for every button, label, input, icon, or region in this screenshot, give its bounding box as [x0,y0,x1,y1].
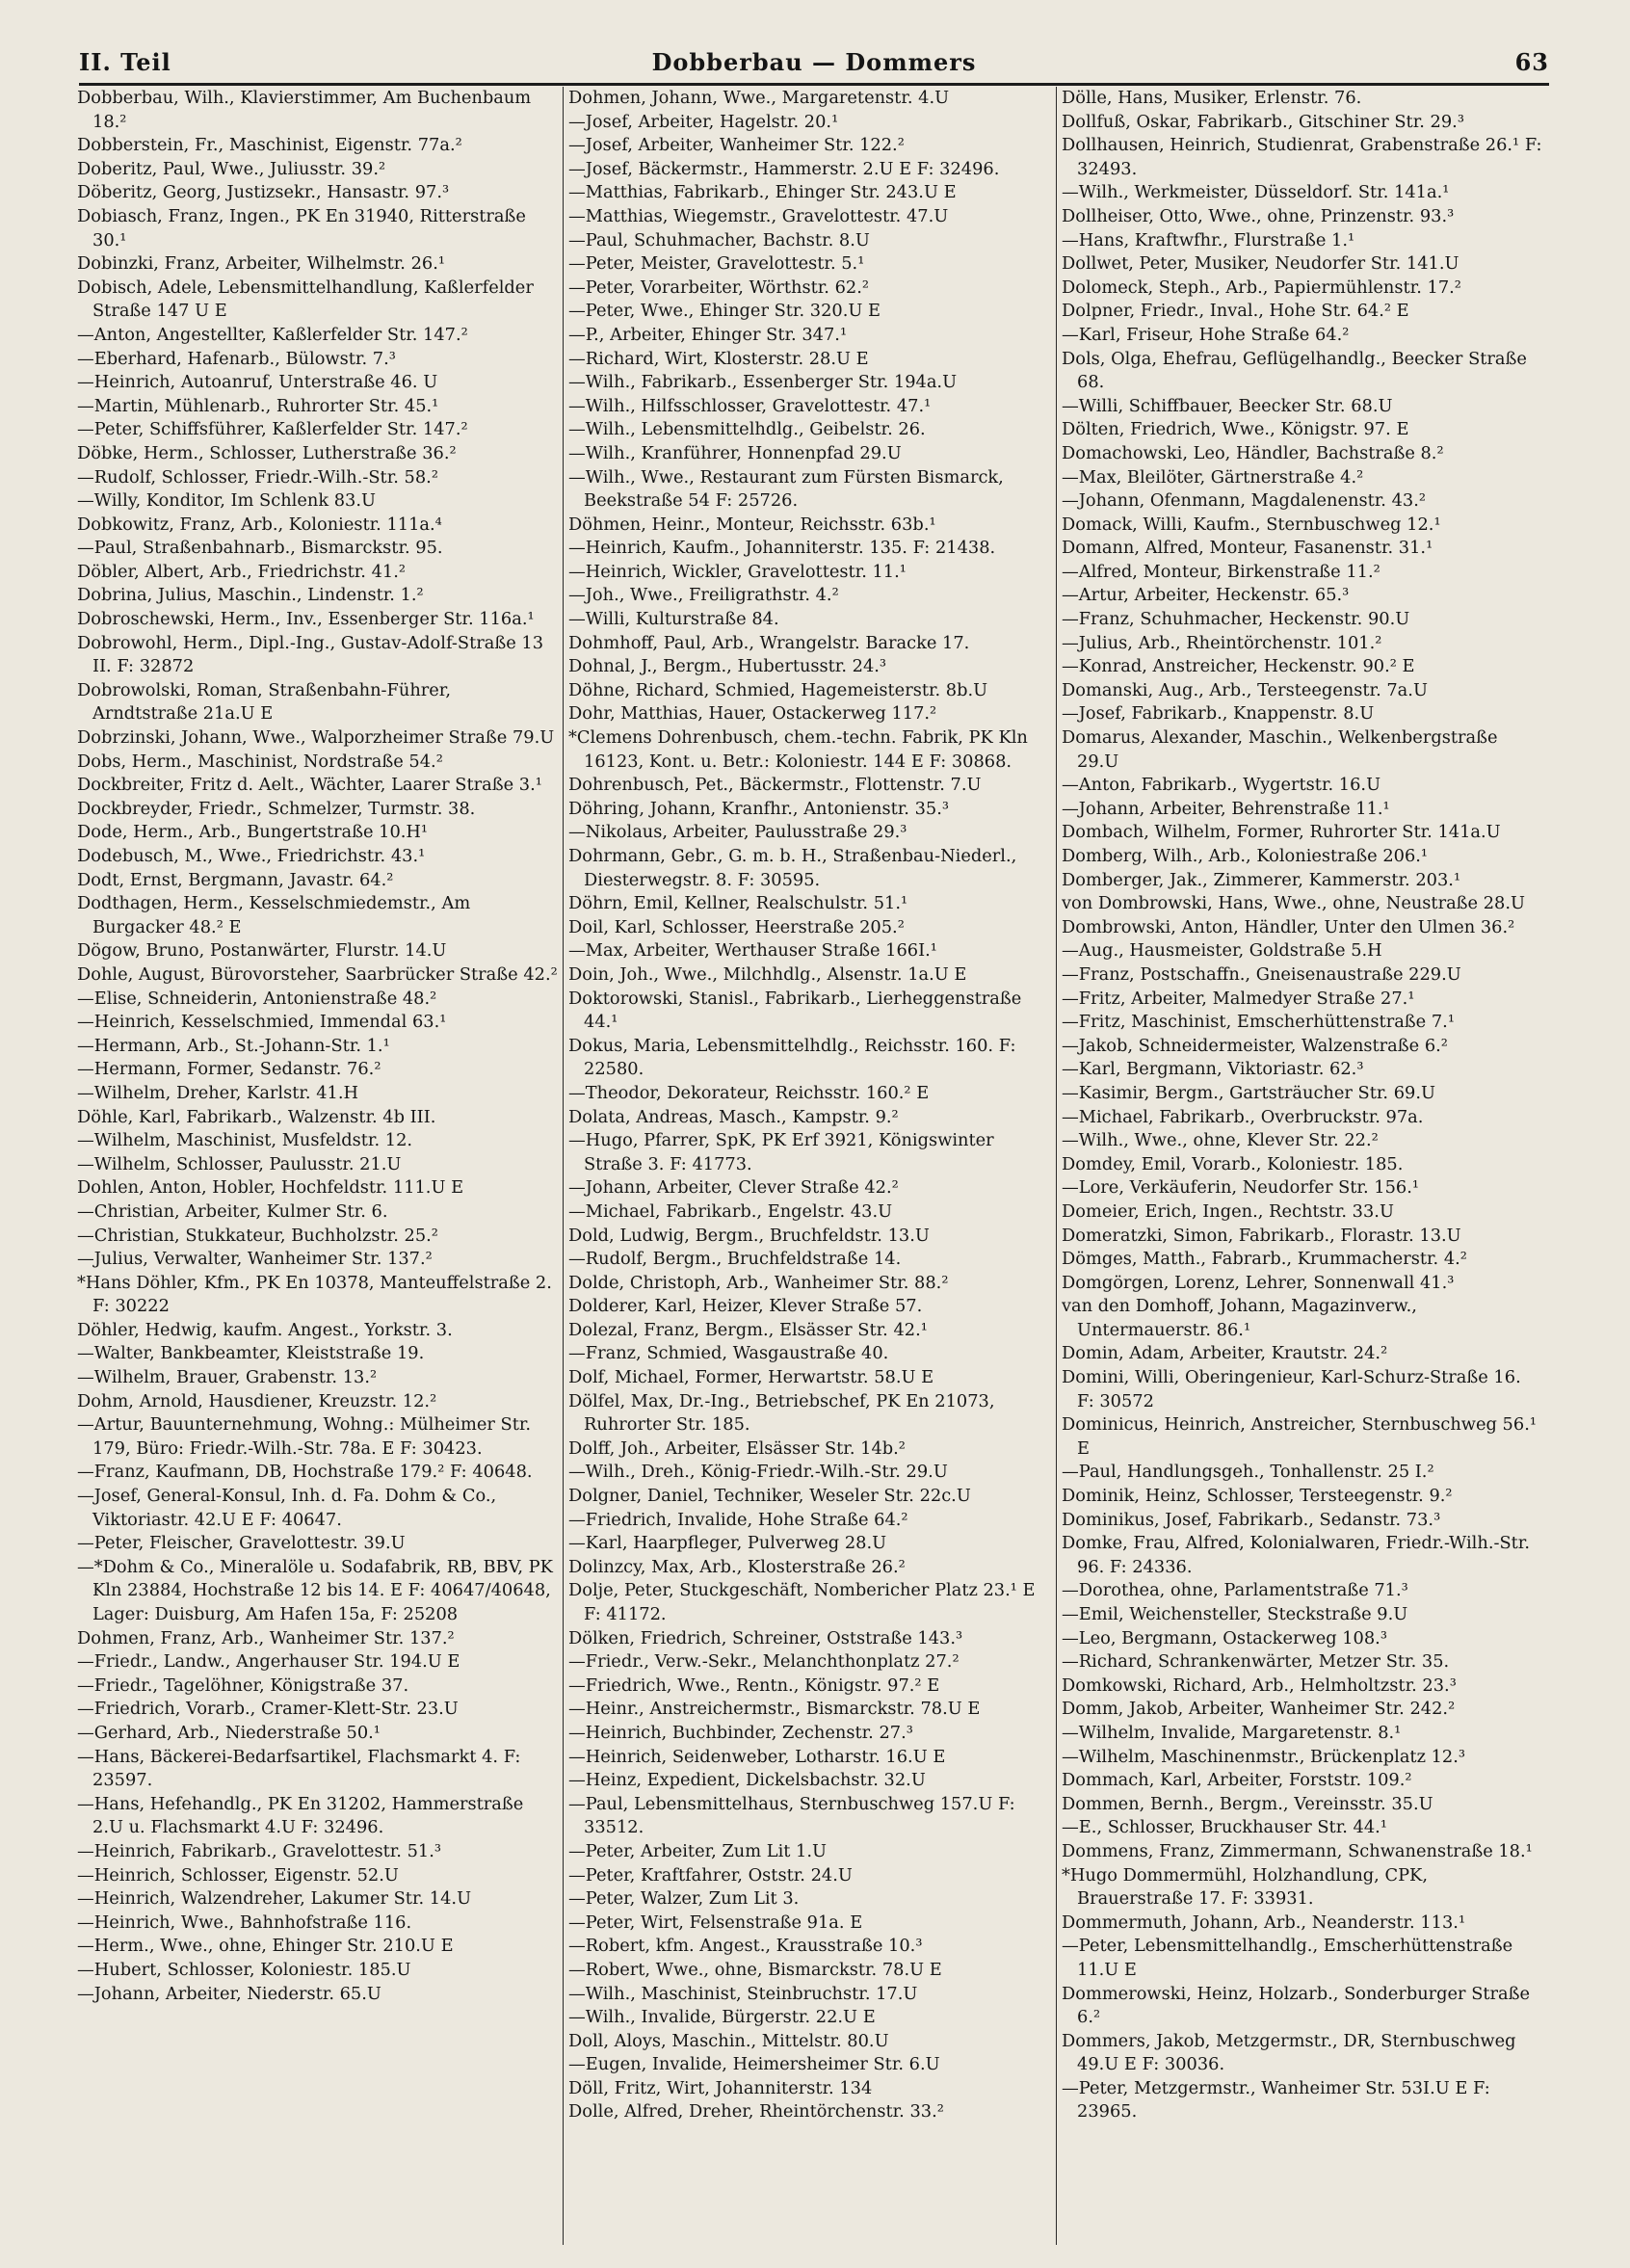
directory-entry: Dohr, Matthias, Hauer, Ostackerweg 117.² [568,703,937,725]
directory-entry: —Heinrich, Kaufm., Johanniterstr. 135. F: 21438. [568,538,996,559]
directory-entry: —Michael, Fabrikarb., Overbruckstr. 97a. [1062,1106,1424,1127]
directory-entry: —Julius, Verwalter, Wanheimer Str. 137.² [77,1249,433,1270]
directory-entry: Dommen, Bernh., Bergm., Vereinsstr. 35.U [1062,1793,1433,1814]
section-label: II. Teil [79,48,171,76]
directory-entry: Dölle, Hans, Musiker, Erlenstr. 76. [1062,88,1362,108]
directory-entry: Döhler, Hedwig, kaufm. Angest., Yorkstr. 3. [77,1319,453,1340]
directory-entry: —Franz, Kaufmann, DB, Hochstraße 179.² F: 40648. [77,1462,533,1483]
directory-entry: Domarus, Alexander, Maschin., Welkenbergstraße 29.U [1062,727,1498,772]
directory-entry: —Wilhelm, Maschinist, Musfeldstr. 12. [77,1130,413,1151]
directory-entry: Dominikus, Josef, Fabrikarb., Sedanstr. 73.³ [1062,1509,1441,1530]
directory-entry: —Elise, Schneiderin, Antonienstraße 48.² [77,988,437,1009]
directory-entry: —Johann, Arbeiter, Clever Straße 42.² [568,1177,899,1199]
directory-entry: Dolata, Andreas, Masch., Kampstr. 9.² [568,1106,899,1127]
directory-entry: Domm, Jakob, Arbeiter, Wanheimer Str. 242.² [1062,1699,1456,1720]
directory-entry: —Josef, Arbeiter, Wanheimer Str. 122.² [568,135,905,156]
directory-entry: —Peter, Wirt, Felsenstraße 91a. E [568,1912,863,1933]
directory-entry: —Peter, Lebensmittelhandlg., Emscherhüttenstraße 11.U E [1062,1936,1513,1980]
directory-entry: —Josef, Bäckermstr., Hammerstr. 2.U E F: 32496. [568,158,1000,179]
directory-entry: *Hans Döhler, Kfm., PK En 10378, Manteuffelstraße 2. F: 30222 [77,1272,552,1317]
directory-entry: van den Domhoff, Johann, Magazinverw., Untermauerstr. 86.¹ [1062,1296,1417,1340]
directory-entry: —Artur, Bauunternehmung, Wohng.: Mülheimer Str. 179, Büro: Friedr.-Wilh.-Str. 78a. E F: 30423. [77,1414,532,1459]
directory-entry: Dohm, Arnold, Hausdiener, Kreuzstr. 12.² [77,1390,437,1411]
directory-entry: —*Dohm & Co., Mineralöle u. Sodafabrik, RB, BBV, PK Kln 23884, Hochstraße 12 bis 14. E F: 40647/40648, Lager: Duisburg, Am Hafen 15a, F: 25208 [77,1556,553,1624]
directory-entry: —Peter, Arbeiter, Zum Lit 1.U [568,1840,828,1861]
directory-entry: —Wilh., Lebensmittelhdlg., Geibelstr. 26. [568,419,926,440]
directory-entry: —Heinrich, Schlosser, Eigenstr. 52.U [77,1864,399,1886]
directory-entry: Dode, Herm., Arb., Bungertstraße 10.H¹ [77,822,429,843]
directory-entry: Dobberbau, Wilh., Klavierstimmer, Am Buchenbaum 18.² [77,88,532,132]
directory-entry: —Wilhelm, Schlosser, Paulusstr. 21.U [77,1153,402,1174]
directory-entry: —Wilh., Maschinist, Steinbruchstr. 17.U [568,1983,918,2004]
directory-entry: —Peter, Vorarbeiter, Wörthstr. 62.² [568,277,870,298]
directory-entry: —Nikolaus, Arbeiter, Paulusstraße 29.³ [568,822,907,843]
directory-entry: Domgörgen, Lorenz, Lehrer, Sonnenwall 41.³ [1062,1272,1455,1293]
directory-entry: Domberger, Jak., Zimmerer, Kammerstr. 203.¹ [1062,869,1461,890]
directory-entry: —Wilh., Hilfsschlosser, Gravelottestr. 47.¹ [568,395,932,416]
directory-entry: Dohle, August, Bürovorsteher, Saarbrücker Straße 42.² [77,963,558,985]
directory-entry: —Karl, Haarpfleger, Pulverweg 28.U [568,1533,887,1554]
directory-entry: Dolde, Christoph, Arb., Wanheimer Str. 88.² [568,1272,949,1293]
directory-entry: Dombrowski, Anton, Händler, Unter den Ulmen 36.² [1062,916,1515,937]
directory-entry: —Alfred, Monteur, Birkenstraße 11.² [1062,561,1380,582]
directory-entry: Dobrina, Julius, Maschin., Lindenstr. 1.² [77,585,424,606]
directory-entry: —Leo, Bergmann, Ostackerweg 108.³ [1062,1627,1387,1648]
directory-entry: Dohnal, J., Bergm., Hubertusstr. 24.³ [568,656,887,677]
column-divider [563,87,564,2245]
directory-entry: Dolje, Peter, Stuckgeschäft, Nombericher Platz 23.¹ E F: 41172. [568,1580,1036,1624]
directory-entry: Döhring, Johann, Kranfhr., Antonienstr. 35.³ [568,798,949,819]
directory-entry: —Wilh., Kranführer, Honnenpfad 29.U [568,442,902,463]
directory-entry: —Franz, Postschaffn., Gneisenaustraße 229.U [1062,963,1461,985]
directory-column-3 [1062,87,1543,2245]
directory-entry: Dobkowitz, Franz, Arb., Koloniestr. 111a.⁴ [77,514,442,535]
directory-entry: —Willy, Konditor, Im Schlenk 83.U [77,490,377,512]
directory-entry: —Rudolf, Schlosser, Friedr.-Wilh.-Str. 58.² [77,466,438,488]
directory-entry: Döbler, Albert, Arb., Friedrichstr. 41.² [77,561,407,582]
directory-entry: Dollwet, Peter, Musiker, Neudorfer Str. 141.U [1062,253,1459,275]
directory-entry: —Paul, Lebensmittelhaus, Sternbuschweg 157.U F: 33512. [568,1793,1015,1838]
directory-entry: —Anton, Angestellter, Kaßlerfelder Str. 147.² [77,324,468,345]
directory-entry: —Franz, Schuhmacher, Heckenstr. 90.U [1062,609,1410,630]
directory-entry: —Hermann, Arb., St.-Johann-Str. 1.¹ [77,1035,390,1056]
directory-entry: —Willi, Kulturstraße 84. [568,609,779,630]
directory-entry: Dommermuth, Johann, Arb., Neanderstr. 113.¹ [1062,1912,1466,1933]
directory-entry: Dobrowohl, Herm., Dipl.-Ing., Gustav-Adolf-Straße 13 II. F: 32872 [77,632,544,677]
directory-entry: —Willi, Schiffbauer, Beecker Str. 68.U [1062,395,1393,416]
directory-entry: —Wilhelm, Maschinenmstr., Brückenplatz 12.³ [1062,1746,1466,1767]
directory-entry: Dominicus, Heinrich, Anstreicher, Sternbuschweg 56.¹ E [1062,1414,1537,1459]
directory-entry: —Johann, Ofenmann, Magdalenenstr. 43.² [1062,490,1427,512]
directory-entry: —Friedrich, Vorarb., Cramer-Klett-Str. 23.U [77,1699,459,1720]
directory-entry: Dohmen, Franz, Arb., Wanheimer Str. 137.² [77,1627,455,1648]
directory-entry: Dominik, Heinz, Schlosser, Tersteegenstr. 9.² [1062,1486,1453,1507]
directory-entry: —Wilh., Fabrikarb., Essenberger Str. 194a.U [568,372,958,393]
directory-entry: —Hans, Bäckerei-Bedarfsartikel, Flachsmarkt 4. F: 23597. [77,1746,521,1791]
directory-entry: —Josef, General-Konsul, Inh. d. Fa. Dohm & Co., Viktoriastr. 42.U E F: 40647. [77,1486,497,1530]
directory-entry: Dolinzcy, Max, Arb., Klosterstraße 26.² [568,1556,906,1577]
directory-entry: —Joh., Wwe., Freiligrathstr. 4.² [568,585,839,606]
directory-entry: —Lore, Verkäuferin, Neudorfer Str. 156.¹ [1062,1177,1419,1199]
directory-entry: —Eugen, Invalide, Heimersheimer Str. 6.U [568,2054,940,2075]
directory-entry: —Wilhelm, Invalide, Margaretenstr. 8.¹ [1062,1722,1402,1743]
directory-entry: —Wilh., Wwe., Restaurant zum Fürsten Bismarck, Beekstraße 54 F: 25726. [568,466,1004,512]
directory-entry: —Wilhelm, Brauer, Grabenstr. 13.² [77,1367,378,1388]
directory-entry: *Hugo Dommermühl, Holzhandlung, CPK, Brauerstraße 17. F: 33931. [1062,1864,1428,1910]
directory-entry: *Clemens Dohrenbusch, chem.-techn. Fabrik, PK Kln 16123, Kont. u. Betr.: Koloniestr. 144 E F: 30868. [568,727,1028,772]
directory-entry: —Hermann, Former, Sedanstr. 76.² [77,1059,381,1080]
directory-entry: —Hans, Kraftwfhr., Flurstraße 1.¹ [1062,229,1355,251]
directory-entry: Doin, Joh., Wwe., Milchhdlg., Alsenstr. 1a.U E [568,963,967,985]
directory-entry: Dolf, Michael, Former, Herwartstr. 58.U E [568,1367,934,1388]
directory-entry: —Eberhard, Hafenarb., Bülowstr. 7.³ [77,348,396,369]
directory-entry: —Heinrich, Seidenweber, Lotharstr. 16.U E [568,1746,946,1767]
directory-entry: Dommerowski, Heinz, Holzarb., Sonderburger Straße 6.² [1062,1983,1531,2028]
directory-entry: Dohmhoff, Paul, Arb., Wrangelstr. Baracke 17. [568,632,970,653]
directory-entry: Döhne, Richard, Schmied, Hagemeisterstr. 8b.U [568,679,988,700]
directory-entry: —Peter, Wwe., Ehinger Str. 320.U E [568,301,881,322]
page-range-title: Dobberbau — Dommers [651,48,977,76]
directory-entry: Dohmen, Johann, Wwe., Margaretenstr. 4.U [568,88,950,108]
directory-entry: —Wilh., Wwe., ohne, Klever Str. 22.² [1062,1130,1379,1151]
directory-entry: Dohrmann, Gebr., G. m. b. H., Straßenbau-Niederl., Diesterwegstr. 8. F: 30595. [568,846,1017,890]
directory-entry: Dols, Olga, Ehefrau, Geflügelhandlg., Beecker Straße 68. [1062,348,1527,393]
directory-entry: Dolomeck, Steph., Arb., Papiermühlenstr. 17.² [1062,277,1461,298]
directory-entry: Dolderer, Karl, Heizer, Klever Straße 57. [568,1296,923,1317]
directory-entry: —Kasimir, Bergm., Gartsträucher Str. 69.U [1062,1082,1435,1103]
directory-entry: Dodebusch, M., Wwe., Friedrichstr. 43.¹ [77,846,426,866]
directory-entry: Dobrzinski, Johann, Wwe., Walporzheimer Straße 79.U [77,727,555,749]
directory-entry: Dolgner, Daniel, Techniker, Weseler Str. 22c.U [568,1486,971,1507]
directory-entry: —Peter, Meister, Gravelottestr. 5.¹ [568,253,865,275]
directory-entry: —Emil, Weichensteller, Steckstraße 9.U [1062,1604,1408,1624]
directory-entry: Dohrenbusch, Pet., Bäckermstr., Flottenstr. 7.U [568,775,982,796]
directory-entry: —Anton, Fabrikarb., Wygertstr. 16.U [1062,775,1381,796]
directory-column-1 [77,87,559,2245]
directory-entry: —Richard, Schrankenwärter, Metzer Str. 35. [1062,1651,1450,1673]
directory-entry: —Konrad, Anstreicher, Heckenstr. 90.² E [1062,656,1415,677]
directory-entry: Dommach, Karl, Arbeiter, Forststr. 109.² [1062,1770,1412,1791]
directory-entry: Domberg, Wilh., Arb., Koloniestraße 206.¹ [1062,846,1429,866]
directory-entry: —Paul, Straßenbahnarb., Bismarckstr. 95. [77,538,443,559]
directory-entry: —Artur, Arbeiter, Heckenstr. 65.³ [1062,585,1350,606]
directory-entry: Domeier, Erich, Ingen., Rechtstr. 33.U [1062,1200,1394,1222]
directory-entry: Dölten, Friedrich, Wwe., Königstr. 97. E [1062,419,1409,440]
directory-entry: Dommens, Franz, Zimmermann, Schwanenstraße 18.¹ [1062,1840,1533,1861]
directory-entry: Dolff, Joh., Arbeiter, Elsässer Str. 14b.² [568,1437,906,1459]
directory-entry: —Karl, Friseur, Hohe Straße 64.² [1062,324,1350,345]
directory-entry: Dockbreyder, Friedr., Schmelzer, Turmstr. 38. [77,798,476,819]
directory-entry: Döhle, Karl, Fabrikarb., Walzenstr. 4b III. [77,1106,436,1127]
directory-entry: —Paul, Schuhmacher, Bachstr. 8.U [568,229,870,251]
directory-entry: —Wilhelm, Dreher, Karlstr. 41.H [77,1082,359,1103]
directory-entry: Döhmen, Heinr., Monteur, Reichsstr. 63b.¹ [568,514,936,535]
directory-entry: Dobiasch, Franz, Ingen., PK En 31940, Ritterstraße 30.¹ [77,205,526,251]
directory-entry: Dold, Ludwig, Bergm., Bruchfeldstr. 13.U [568,1225,930,1246]
directory-entry: Domin, Adam, Arbeiter, Krautstr. 24.² [1062,1343,1388,1364]
directory-entry: Doil, Karl, Schlosser, Heerstraße 205.² [568,916,905,937]
directory-entry: —Fritz, Arbeiter, Malmedyer Straße 27.¹ [1062,988,1415,1009]
directory-entry: —Michael, Fabrikarb., Engelstr. 43.U [568,1200,893,1222]
directory-entry: —Peter, Fleischer, Gravelottestr. 39.U [77,1533,406,1554]
directory-entry: Dolezal, Franz, Bergm., Elsässer Str. 42.¹ [568,1319,928,1340]
directory-entry: —Heinrich, Kesselschmied, Immendal 63.¹ [77,1012,447,1033]
directory-entry: Domini, Willi, Oberingenieur, Karl-Schurz-Straße 16. F: 30572 [1062,1367,1521,1411]
directory-entry: —Robert, kfm. Angest., Krausstraße 10.³ [568,1936,923,1957]
directory-column-2 [568,87,1050,2245]
directory-entry: —Julius, Arb., Rheintörchenstr. 101.² [1062,632,1382,653]
directory-entry: —Friedrich, Wwe., Rentn., Königstr. 97.² E [568,1675,940,1696]
directory-entry: —Max, Arbeiter, Werthauser Straße 166I.¹ [568,940,937,962]
directory-entry: —Heinr., Anstreichermstr., Bismarckstr. 78.U E [568,1699,981,1720]
directory-entry: Dohlen, Anton, Hobler, Hochfeldstr. 111.U E [77,1177,464,1199]
directory-entry: Dodt, Ernst, Bergmann, Javastr. 64.² [77,869,394,890]
directory-entry: Döbke, Herm., Schlosser, Lutherstraße 36.² [77,442,457,463]
directory-entry: —Richard, Wirt, Klosterstr. 28.U E [568,348,869,369]
directory-entry: Dommers, Jakob, Metzgermstr., DR, Sternbuschweg 49.U E F: 30036. [1062,2030,1516,2075]
directory-entry: —Friedr., Verw.-Sekr., Melanchthonplatz 27.² [568,1651,960,1673]
directory-entry: —Theodor, Dekorateur, Reichsstr. 160.² E [568,1082,930,1103]
directory-entry: —Heinrich, Walzendreher, Lakumer Str. 14.U [77,1888,472,1910]
directory-entry: —Wilh., Werkmeister, Düsseldorf. Str. 141a.¹ [1062,182,1450,203]
directory-entry: —Peter, Schiffsführer, Kaßlerfelder Str. 147.² [77,419,468,440]
directory-entry: Dockbreiter, Fritz d. Aelt., Wächter, Laarer Straße 3.¹ [77,775,542,796]
directory-entry: —Franz, Schmied, Wasgaustraße 40. [568,1343,889,1364]
directory-entry: —Christian, Stukkateur, Buchholzstr. 25.² [77,1225,438,1246]
directory-entry: —Max, Bleilöter, Gärtnerstraße 4.² [1062,466,1364,488]
directory-entry: —Friedrich, Invalide, Hohe Straße 64.² [568,1509,908,1530]
directory-entry: —Dorothea, ohne, Parlamentstraße 71.³ [1062,1580,1408,1601]
directory-entry: —Paul, Handlungsgeh., Tonhallenstr. 25 I.² [1062,1462,1434,1483]
directory-entry: —E., Schlosser, Bruckhauser Str. 44.¹ [1062,1817,1387,1838]
directory-entry: Doktorowski, Stanisl., Fabrikarb., Lierheggenstraße 44.¹ [568,988,1022,1033]
directory-entry: —Wilh., Dreh., König-Friedr.-Wilh.-Str. 29.U [568,1462,948,1483]
directory-entry: —Peter, Kraftfahrer, Oststr. 24.U [568,1864,853,1886]
directory-entry: —Jakob, Schneidermeister, Walzenstraße 6.² [1062,1035,1448,1056]
directory-entry: Dobrowolski, Roman, Straßenbahn-Führer, Arndtstraße 21a.U E [77,679,452,725]
directory-entry: —Hans, Hefehandlg., PK En 31202, Hammerstraße 2.U u. Flachsmarkt 4.U F: 32496. [77,1793,524,1838]
directory-entry: Dollheiser, Otto, Wwe., ohne, Prinzenstr. 93.³ [1062,205,1455,226]
directory-entry: Dobinzki, Franz, Arbeiter, Wilhelmstr. 26.¹ [77,253,446,275]
directory-entry: Domann, Alfred, Monteur, Fasanenstr. 31.¹ [1062,538,1433,559]
directory-entry: Domdey, Emil, Vorarb., Koloniestr. 185. [1062,1153,1404,1174]
directory-entry: Dobberstein, Fr., Maschinist, Eigenstr. 77a.² [77,135,462,156]
directory-entry: —Friedr., Tagelöhner, Königstraße 37. [77,1675,409,1696]
directory-entry: —Walter, Bankbeamter, Kleiststraße 19. [77,1343,425,1364]
directory-entry: —Wilh., Invalide, Bürgerstr. 22.U E [568,2007,876,2028]
directory-entry: —Josef, Arbeiter, Hagelstr. 20.¹ [568,111,839,132]
directory-entry: Doberitz, Paul, Wwe., Juliusstr. 39.² [77,158,386,179]
directory-entry: Domanski, Aug., Arb., Tersteegenstr. 7a.U [1062,679,1428,700]
directory-entry: —Aug., Hausmeister, Goldstraße 5.H [1062,940,1382,962]
directory-entry: Domke, Frau, Alfred, Kolonialwaren, Friedr.-Wilh.-Str. 96. F: 24336. [1062,1533,1531,1577]
directory-entry: Domack, Willi, Kaufm., Sternbuschweg 12.¹ [1062,514,1441,535]
directory-entry: —Matthias, Fabrikarb., Ehinger Str. 243.U E [568,182,957,203]
directory-entry: —Herm., Wwe., ohne, Ehinger Str. 210.U E [77,1936,454,1957]
directory-entry: Dögow, Bruno, Postanwärter, Flurstr. 14.U [77,940,447,962]
directory-entry: —Heinrich, Fabrikarb., Gravelottestr. 51.³ [77,1840,441,1861]
directory-entry: —Heinrich, Wwe., Bahnhofstraße 116. [77,1912,412,1933]
directory-entry: Domkowski, Richard, Arb., Helmholtzstr. 23.³ [1062,1675,1457,1696]
directory-entry: von Dombrowski, Hans, Wwe., ohne, Neustraße 28.U [1062,893,1525,914]
directory-entry: —Heinrich, Autoanruf, Unterstraße 46. U [77,372,438,393]
directory-entry: —Christian, Arbeiter, Kulmer Str. 6. [77,1200,388,1222]
directory-entry: —Johann, Arbeiter, Behrenstraße 11.¹ [1062,798,1390,819]
directory-entry: Dokus, Maria, Lebensmittelhdlg., Reichsstr. 160. F: 22580. [568,1035,1016,1080]
directory-entry: —Josef, Fabrikarb., Knappenstr. 8.U [1062,703,1375,725]
directory-entry: —Heinrich, Buchbinder, Zechenstr. 27.³ [568,1722,913,1743]
directory-entry: —Heinz, Expedient, Dickelsbachstr. 32.U [568,1770,926,1791]
directory-entry: —Heinrich, Wickler, Gravelottestr. 11.¹ [568,561,907,582]
directory-entry: —Gerhard, Arb., Niederstraße 50.¹ [77,1722,381,1743]
directory-entry: Döberitz, Georg, Justizsekr., Hansastr. 97.³ [77,182,450,203]
page-number: 63 [1514,48,1549,76]
directory-entry: Domachowski, Leo, Händler, Bachstraße 8.² [1062,442,1444,463]
directory-entry: Dömges, Matth., Fabrarb., Krummacherstr. 4.² [1062,1249,1467,1270]
page-header [79,48,1549,86]
directory-entry: —Hugo, Pfarrer, SpK, PK Erf 3921, Königswinter Straße 3. F: 41773. [568,1130,994,1174]
directory-entry: —Martin, Mühlenarb., Ruhrorter Str. 45.¹ [77,395,439,416]
directory-entry: Döhrn, Emil, Kellner, Realschulstr. 51.¹ [568,893,908,914]
directory-entry: —Robert, Wwe., ohne, Bismarckstr. 78.U E [568,1959,942,1980]
directory-entry: —Friedr., Landw., Angerhauser Str. 194.U E [77,1651,460,1673]
directory-entry: Dolle, Alfred, Dreher, Rheintörchenstr. 33.² [568,2101,944,2123]
directory-entry: Dobs, Herm., Maschinist, Nordstraße 54.² [77,751,443,772]
directory-entry: Dobroschewski, Herm., Inv., Essenberger Str. 116a.¹ [77,609,535,630]
directory-entry: —Peter, Walzer, Zum Lit 3. [568,1888,800,1910]
directory-entry: —Johann, Arbeiter, Niederstr. 65.U [77,1983,381,2004]
directory-entry: —Matthias, Wiegemstr., Gravelottestr. 47.U [568,205,949,226]
directory-entry: Dodthagen, Herm., Kesselschmiedemstr., Am Burgacker 48.² E [77,893,471,937]
directory-entry: Dollhausen, Heinrich, Studienrat, Grabenstraße 26.¹ F: 32493. [1062,135,1542,179]
column-divider [1056,87,1057,2245]
directory-entry: Dölfel, Max, Dr.-Ing., Betriebschef, PK En 21073, Ruhrorter Str. 185. [568,1390,995,1436]
directory-entry: Domeratzki, Simon, Fabrikarb., Florastr. 13.U [1062,1225,1461,1246]
directory-entry: —Rudolf, Bergm., Bruchfeldstraße 14. [568,1249,902,1270]
directory-entry: —Fritz, Maschinist, Emscherhüttenstraße 7.¹ [1062,1012,1455,1033]
directory-entry: Dollfuß, Oskar, Fabrikarb., Gitschiner Str. 29.³ [1062,111,1464,132]
directory-entry: Dölken, Friedrich, Schreiner, Oststraße 143.³ [568,1627,963,1648]
directory-entry: —Karl, Bergmann, Viktoriastr. 62.³ [1062,1059,1364,1080]
directory-entry: Dobisch, Adele, Lebensmittelhandlung, Kaßlerfelder Straße 147 U E [77,277,534,322]
directory-entry: Dolpner, Friedr., Inval., Hohe Str. 64.² E [1062,301,1409,322]
directory-entry: Doll, Aloys, Maschin., Mittelstr. 80.U [568,2030,889,2051]
directory-entry: Dombach, Wilhelm, Former, Ruhrorter Str. 141a.U [1062,822,1501,843]
directory-entry: Döll, Fritz, Wirt, Johanniterstr. 134 [568,2077,873,2098]
directory-entry: —Hubert, Schlosser, Koloniestr. 185.U [77,1959,411,1980]
directory-entry: —P., Arbeiter, Ehinger Str. 347.¹ [568,324,848,345]
directory-entry: —Peter, Metzgermstr., Wanheimer Str. 53I.U E F: 23965. [1062,2077,1490,2123]
